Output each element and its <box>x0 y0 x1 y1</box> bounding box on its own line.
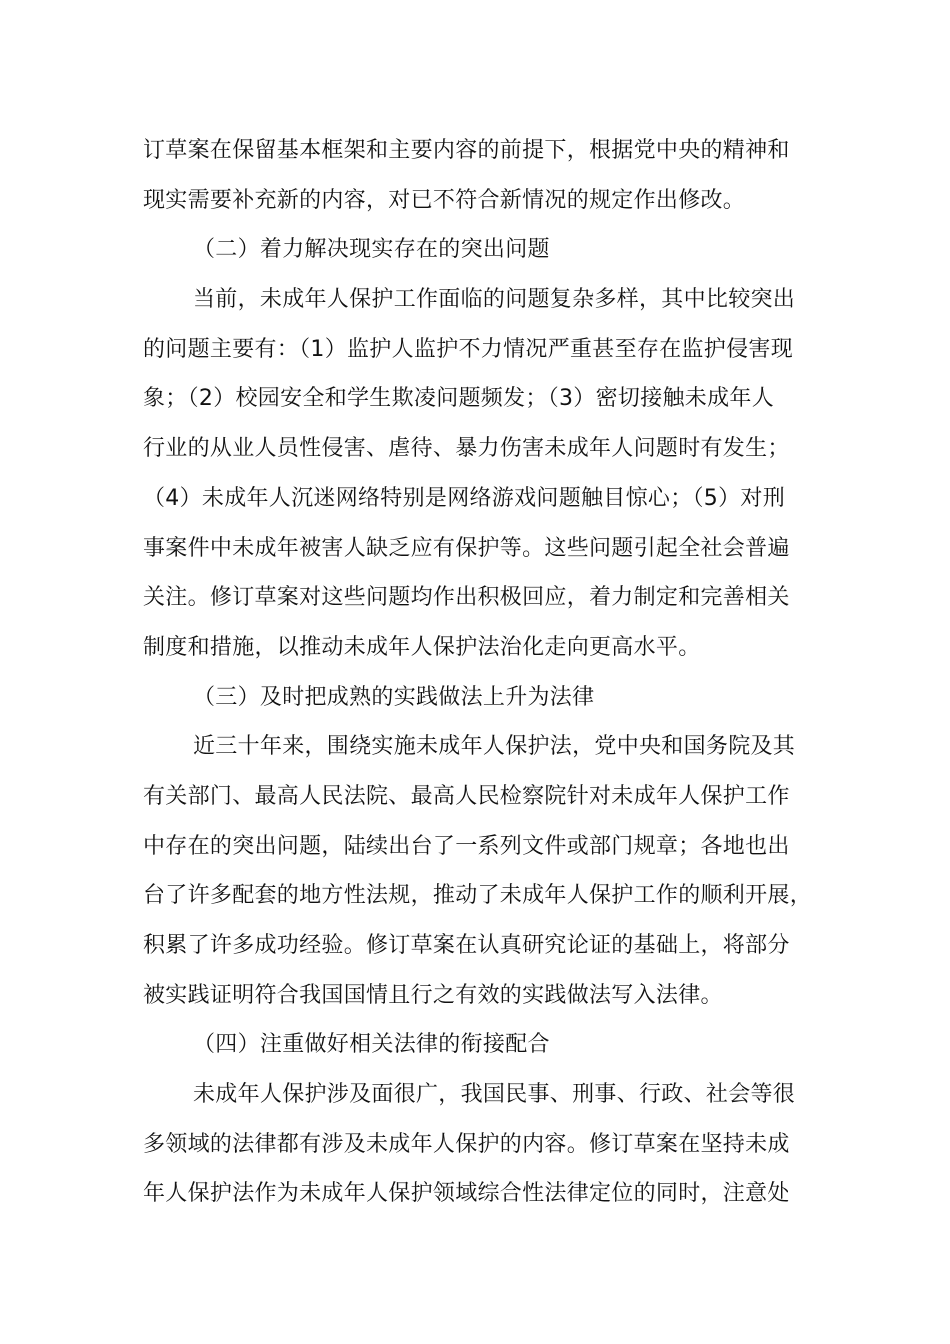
section-heading-4: （四）注重做好相关法律的衔接配合 <box>193 1032 550 1058</box>
paragraph-line: 订草案在保留基本框架和主要内容的前提下，根据党中央的精神和 <box>143 138 790 163</box>
paragraph-line: 现实需要补充新的内容，对已不符合新情况的规定作出修改。 <box>143 187 746 213</box>
paragraph-line: 行业的从业人员性侵害、虐待、暴力伤害未成年人问题时有发生； <box>143 436 790 462</box>
paragraph-line: 当前，未成年人保护工作面临的问题复杂多样，其中比较突出 <box>193 287 796 313</box>
paragraph-line: 多领域的法律都有涉及未成年人保护的内容。修订草案在坚持未成 <box>143 1131 790 1157</box>
paragraph-line: 象；（2）校园安全和学生欺凌问题频发；（3）密切接触未成年人 <box>143 386 774 412</box>
paragraph-line: 有关部门、最高人民法院、最高人民检察院针对未成年人保护工作 <box>143 783 790 809</box>
paragraph-line: 台了许多配套的地方性法规，推动了未成年人保护工作的顺利开展， <box>143 883 813 909</box>
paragraph-line: 被实践证明符合我国国情且行之有效的实践做法写入法律。 <box>143 982 723 1008</box>
paragraph-line: 的问题主要有：（1）监护人监护不力情况严重甚至存在监护侵害现 <box>143 336 793 362</box>
paragraph-line: 中存在的突出问题，陆续出台了一系列文件或部门规章；各地也出 <box>143 833 790 859</box>
paragraph-line: 积累了许多成功经验。修订草案在认真研究论证的基础上，将部分 <box>143 933 790 958</box>
paragraph-line: 关注。修订草案对这些问题均作出积极回应，着力制定和完善相关 <box>143 585 790 611</box>
paragraph-line: （4）未成年人沉迷网络特别是网络游戏问题触目惊心；（5）对刑 <box>143 485 785 511</box>
paragraph-line: 年人保护法作为未成年人保护领域综合性法律定位的同时，注意处 <box>143 1181 790 1207</box>
paragraph-line: 制度和措施，以推动未成年人保护法治化走向更高水平。 <box>143 634 701 660</box>
paragraph-line: 未成年人保护涉及面很广，我国民事、刑事、行政、社会等很 <box>193 1082 796 1108</box>
section-heading-3: （三）及时把成熟的实践做法上升为法律 <box>193 684 595 710</box>
paragraph-line: 事案件中未成年被害人缺乏应有保护等。这些问题引起全社会普遍 <box>143 535 790 561</box>
paragraph-line: 近三十年来，围绕实施未成年人保护法，党中央和国务院及其 <box>193 734 796 760</box>
document-body <box>143 126 811 1219</box>
section-heading-2: （二）着力解决现实存在的突出问题 <box>193 237 550 263</box>
